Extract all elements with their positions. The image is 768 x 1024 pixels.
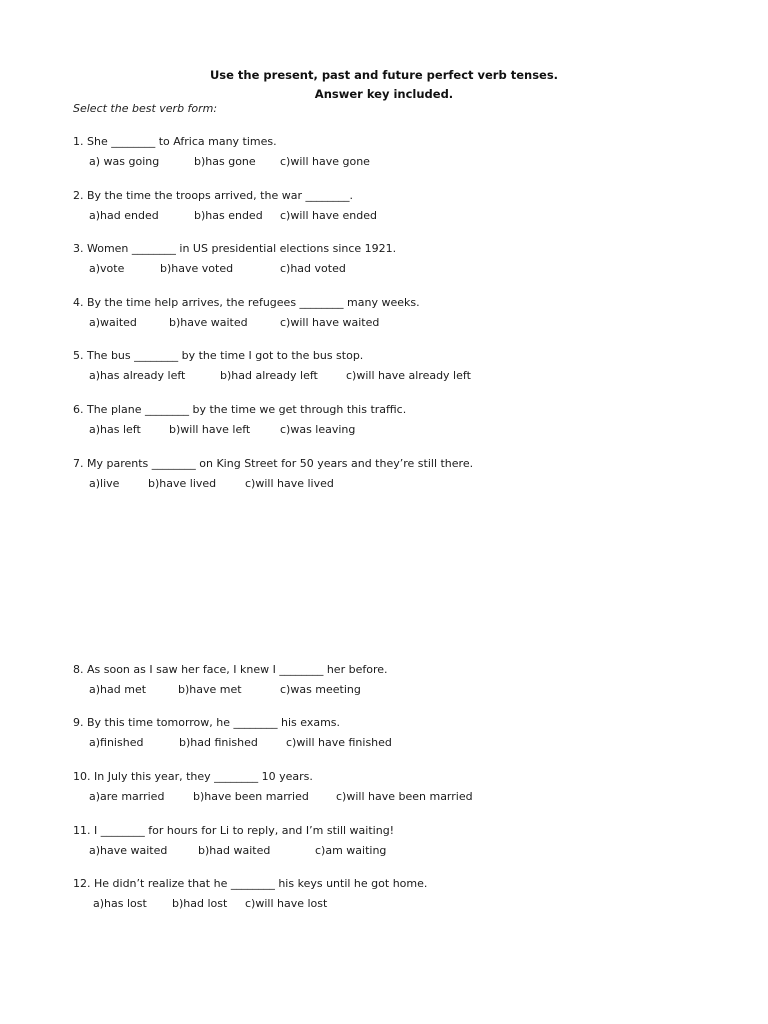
question-1 (0, 135, 768, 175)
question-10 (0, 770, 768, 810)
option-b: b)had already left (220, 369, 318, 382)
option-c: c)was meeting (280, 683, 361, 696)
option-b: b)had finished (179, 736, 258, 749)
option-c: c)was leaving (280, 423, 356, 436)
question-7 (0, 457, 768, 497)
option-c: c)will have gone (280, 155, 370, 168)
title-line-2: Answer key included. (314, 87, 454, 101)
option-b: b)have been married (193, 790, 309, 803)
question-prompt: 5. The bus ________ by the time I got to the bus stop. (73, 349, 364, 362)
option-b: b)have lived (148, 477, 217, 490)
question-prompt: 6. The plane ________ by the time we get through this traffic. (73, 403, 407, 416)
option-a: a)has lost (93, 897, 147, 910)
option-c: c)will have waited (280, 316, 380, 329)
option-c: c)will have lived (245, 477, 334, 490)
question-prompt: 3. Women ________ in US presidential elections since 1921. (73, 242, 397, 255)
option-b: b)have met (178, 683, 242, 696)
option-b: b)had waited (198, 844, 271, 857)
option-c: c)will have finished (286, 736, 392, 749)
option-b: b)have voted (160, 262, 234, 275)
question-prompt: 12. He didn’t realize that he ________ his keys until he got home. (73, 877, 428, 890)
option-b: b)has ended (194, 209, 263, 222)
instructions: Select the best verb form: (73, 102, 218, 115)
question-9 (0, 716, 768, 756)
option-a: a)has already left (89, 369, 186, 382)
option-a: a) was going (89, 155, 160, 168)
option-a: a)finished (89, 736, 144, 749)
question-4 (0, 296, 768, 336)
question-3 (0, 242, 768, 282)
question-prompt: 7. My parents ________ on King Street for 50 years and they’re still there. (73, 457, 474, 470)
question-prompt: 11. I ________ for hours for Li to reply, and I’m still waiting! (73, 824, 395, 837)
question-11 (0, 824, 768, 864)
option-b: b)had lost (172, 897, 228, 910)
question-prompt: 4. By the time help arrives, the refugees ________ many weeks. (73, 296, 420, 309)
question-6 (0, 403, 768, 443)
option-a: a)are married (89, 790, 165, 803)
question-12 (0, 877, 768, 917)
option-c: c)am waiting (315, 844, 387, 857)
option-b: b)have waited (169, 316, 248, 329)
question-prompt: 1. She ________ to Africa many times. (73, 135, 277, 148)
option-a: a)had met (89, 683, 147, 696)
question-prompt: 2. By the time the troops arrived, the war ________. (73, 189, 353, 202)
option-c: c)will have lost (245, 897, 328, 910)
option-a: a)have waited (89, 844, 168, 857)
option-a: a)vote (89, 262, 125, 275)
option-c: c)had voted (280, 262, 346, 275)
option-c: c)will have already left (346, 369, 471, 382)
question-prompt: 9. By this time tomorrow, he ________ his exams. (73, 716, 341, 729)
question-8 (0, 663, 768, 703)
option-a: a)live (89, 477, 120, 490)
question-2 (0, 189, 768, 229)
option-c: c)will have been married (336, 790, 473, 803)
option-a: a)waited (89, 316, 137, 329)
option-a: a)had ended (89, 209, 159, 222)
option-a: a)has left (89, 423, 141, 436)
question-prompt: 10. In July this year, they ________ 10 years. (73, 770, 313, 783)
question-prompt: 8. As soon as I saw her face, I knew I ________ her before. (73, 663, 388, 676)
title-line-1: Use the present, past and future perfect verb tenses. (209, 68, 559, 82)
question-5 (0, 349, 768, 389)
option-b: b)has gone (194, 155, 256, 168)
option-b: b)will have left (169, 423, 251, 436)
option-c: c)will have ended (280, 209, 377, 222)
